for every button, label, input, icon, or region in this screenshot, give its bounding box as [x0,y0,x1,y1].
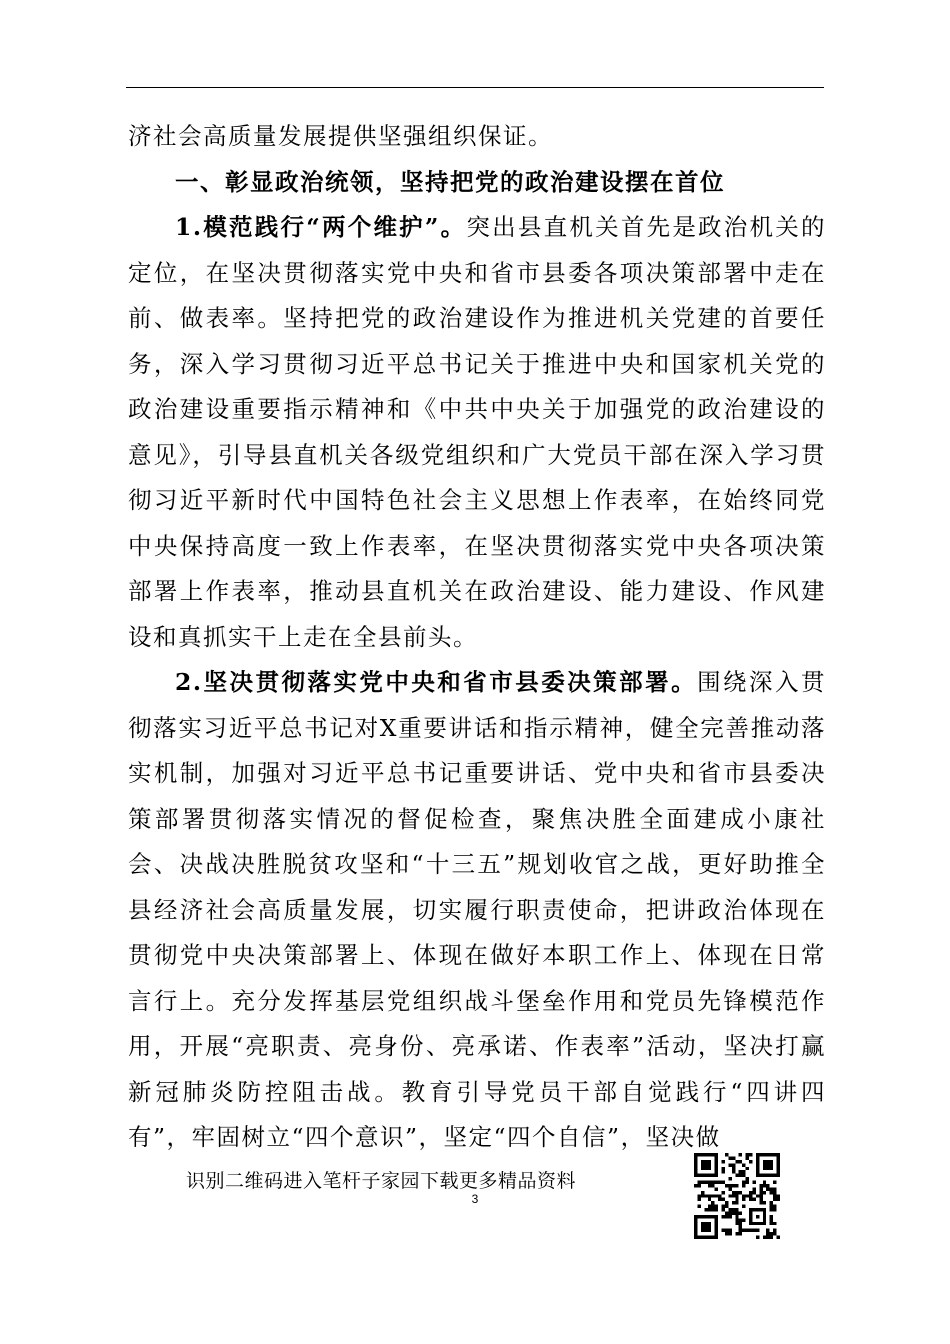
document-body [128,114,826,1161]
footer-promo-text: 识别二维码进入笔杆子家园下载更多精品资料 [186,1170,577,1192]
header-rule [126,87,824,88]
item-2-body: 围绕深入贯彻落实习近平总书记对X重要讲话和指示精神，健全完善推动落实机制，加强对习近平总书记重要讲话、党中央和省市县委决策部署贯彻落实情况的督促检查，聚焦决胜全面建成小康社会、决战决胜脱贫攻坚和“十三五”规划收官之战，更好助推全县经济社会高质量发展，切实履行职责使命，把讲政治体现在贯彻党中央决策部署上、体现在做好本职工作上、体现在日常言行上。充分发挥基层党组织战斗堡垒作用和党员先锋模范作用，开展“亮职责、亮身份、亮承诺、作表率”活动，坚决打赢新冠肺炎防控阻击战。教育引导党员干部自觉践行“四讲四有”，牢固树立“四个意识”，坚定“四个自信”，坚决做 [128,668,826,1151]
section-heading: 一、彰显政治统领，坚持把党的政治建设摆在首位 [175,167,725,196]
paragraph-item-2 [128,660,826,1161]
item-2-title: 2.坚决贯彻落实党中央和省市县委决策部署。 [175,668,698,696]
paragraph-item-1 [128,205,826,660]
item-1-title: 1.模范践行“两个维护”。 [175,213,467,241]
page-number: 3 [471,1192,479,1206]
item-1-body: 突出县直机关首先是政治机关的定位，在坚决贯彻落实党中央和省市县委各项决策部署中走在前、做表率。坚持把党的政治建设作为推进机关党建的首要任务，深入学习贯彻习近平总书记关于推进中央和国家机关党的政治建设重要指示精神和《中共中央关于加强党的政治建设的意见》，引导县直机关各级党组织和广大党员干部在深入学习贯彻习近平新时代中国特色社会主义思想上作表率，在始终同党中央保持高度一致上作表率，在坚决贯彻落实党中央各项决策部署上作表率，推动县直机关在政治建设、能力建设、作风建设和真抓实干上走在全县前头。 [128,213,827,651]
continuation-paragraph: 济社会高质量发展提供坚强组织保证。 [128,122,553,150]
qr-code-icon[interactable] [694,1153,780,1239]
